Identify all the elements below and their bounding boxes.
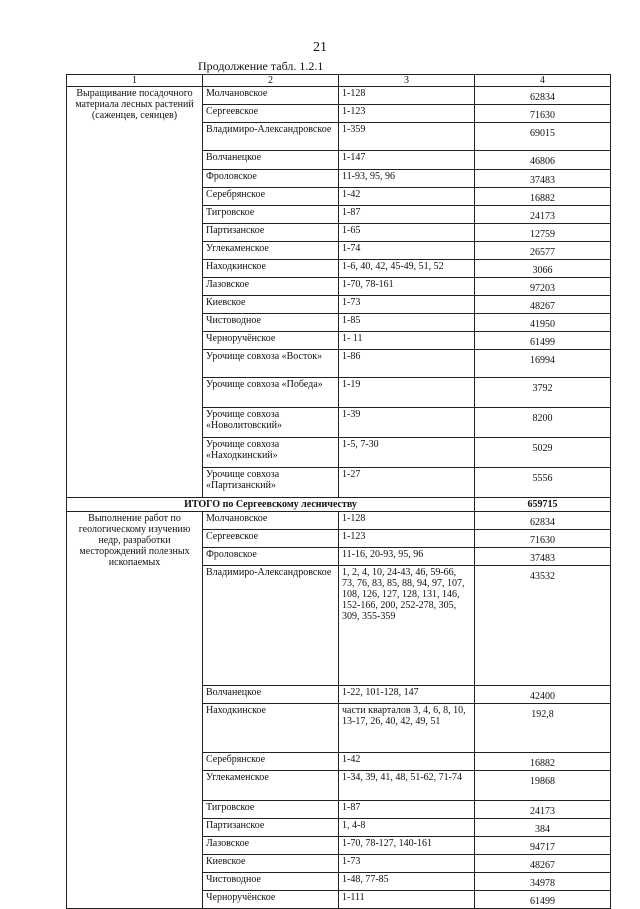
total-row [67, 498, 611, 512]
column-header-3: 3 [339, 75, 475, 87]
district-name: Серебрянское [203, 188, 339, 206]
quarters-cell: 11-93, 95, 96 [339, 170, 475, 188]
area-cell: 24173 [475, 206, 611, 224]
area-cell: 69015 [475, 123, 611, 151]
area-cell: 71630 [475, 530, 611, 548]
district-name: Сергеевское [203, 530, 339, 548]
quarters-cell: 1-87 [339, 801, 475, 819]
table-row [67, 512, 611, 530]
district-name: Чистоводное [203, 873, 339, 891]
area-cell: 48267 [475, 855, 611, 873]
forestry-table [66, 74, 611, 909]
area-cell: 43532 [475, 566, 611, 686]
quarters-cell: 1, 2, 4, 10, 24-43, 46, 59-66, 73, 76, 83, 85, 88, 94, 97, 107, 108, 126, 127, 128, 131, 146, 152-166, 200, 252-278, 305, 309, 355-359 [339, 566, 475, 686]
area-cell: 3066 [475, 260, 611, 278]
quarters-cell: 1-128 [339, 512, 475, 530]
section2-title: Выполнение работ по геологическому изучению недр, разработки месторождений полезных ископаемых [67, 512, 203, 909]
district-name: Углекаменское [203, 242, 339, 260]
quarters-cell: части кварталов 3, 4, 6, 8, 10, 13-17, 26, 40, 42, 49, 51 [339, 704, 475, 753]
area-cell: 97203 [475, 278, 611, 296]
district-name: Лазовское [203, 278, 339, 296]
quarters-cell: 1, 4-8 [339, 819, 475, 837]
district-name: Находкинское [203, 704, 339, 753]
quarters-cell: 1-42 [339, 753, 475, 771]
area-cell: 71630 [475, 105, 611, 123]
area-cell: 16882 [475, 188, 611, 206]
district-name: Урочище совхоза «Партизанский» [203, 468, 339, 498]
quarters-cell: 1-123 [339, 105, 475, 123]
district-name: Волчанецкое [203, 686, 339, 704]
district-name: Сергеевское [203, 105, 339, 123]
area-cell: 61499 [475, 332, 611, 350]
area-cell: 62834 [475, 87, 611, 105]
quarters-cell: 1- 11 [339, 332, 475, 350]
district-name: Киевское [203, 296, 339, 314]
area-cell: 5029 [475, 438, 611, 468]
district-name: Киевское [203, 855, 339, 873]
district-name: Серебрянское [203, 753, 339, 771]
district-name: Черноручёнское [203, 332, 339, 350]
quarters-cell: 1-74 [339, 242, 475, 260]
quarters-cell: 1-73 [339, 296, 475, 314]
district-name: Урочище совхоза «Находкинский» [203, 438, 339, 468]
section1-title: Выращивание посадочного материала лесных растений (саженцев, сеянцев) [67, 87, 203, 498]
district-name: Тигровское [203, 801, 339, 819]
area-cell: 94717 [475, 837, 611, 855]
area-cell: 192,8 [475, 704, 611, 753]
area-cell: 3792 [475, 378, 611, 408]
district-name: Углекаменское [203, 771, 339, 801]
quarters-cell: 1-359 [339, 123, 475, 151]
quarters-cell: 1-5, 7-30 [339, 438, 475, 468]
district-name: Черноручёнское [203, 891, 339, 909]
area-cell: 61499 [475, 891, 611, 909]
total-label: ИТОГО по Сергеевскому лесничеству [67, 498, 475, 512]
table-row [67, 87, 611, 105]
district-name: Молчановское [203, 87, 339, 105]
area-cell: 19868 [475, 771, 611, 801]
quarters-cell: 1-65 [339, 224, 475, 242]
column-header-4: 4 [475, 75, 611, 87]
quarters-cell: 1-48, 77-85 [339, 873, 475, 891]
quarters-cell: 1-39 [339, 408, 475, 438]
quarters-cell: 1-73 [339, 855, 475, 873]
quarters-cell: 1-128 [339, 87, 475, 105]
area-cell: 37483 [475, 170, 611, 188]
area-cell: 26577 [475, 242, 611, 260]
area-cell: 41950 [475, 314, 611, 332]
area-cell: 384 [475, 819, 611, 837]
column-header-1: 1 [67, 75, 203, 87]
area-cell: 34978 [475, 873, 611, 891]
district-name: Урочище совхоза «Восток» [203, 350, 339, 378]
quarters-cell: 1-6, 40, 42, 45-49, 51, 52 [339, 260, 475, 278]
area-cell: 8200 [475, 408, 611, 438]
quarters-cell: 1-70, 78-127, 140-161 [339, 837, 475, 855]
quarters-cell: 1-111 [339, 891, 475, 909]
district-name: Чистоводное [203, 314, 339, 332]
district-name: Владимиро-Александровское [203, 123, 339, 151]
area-cell: 46806 [475, 151, 611, 170]
total-value: 659715 [475, 498, 611, 512]
district-name: Молчановское [203, 512, 339, 530]
quarters-cell: 1-147 [339, 151, 475, 170]
district-name: Партизанское [203, 224, 339, 242]
area-cell: 5556 [475, 468, 611, 498]
quarters-cell: 1-70, 78-161 [339, 278, 475, 296]
page-number: 21 [313, 40, 327, 55]
area-cell: 24173 [475, 801, 611, 819]
area-cell: 37483 [475, 548, 611, 566]
area-cell: 62834 [475, 512, 611, 530]
district-name: Лазовское [203, 837, 339, 855]
district-name: Фроловское [203, 170, 339, 188]
area-cell: 42400 [475, 686, 611, 704]
quarters-cell: 1-19 [339, 378, 475, 408]
district-name: Тигровское [203, 206, 339, 224]
quarters-cell: 1-42 [339, 188, 475, 206]
quarters-cell: 11-16, 20-93, 95, 96 [339, 548, 475, 566]
district-name: Находкинское [203, 260, 339, 278]
district-name: Владимиро-Александровское [203, 566, 339, 686]
quarters-cell: 1-87 [339, 206, 475, 224]
quarters-cell: 1-123 [339, 530, 475, 548]
table-caption: Продолжение табл. 1.2.1 [198, 59, 324, 73]
header-row [67, 75, 611, 87]
area-cell: 48267 [475, 296, 611, 314]
district-name: Партизанское [203, 819, 339, 837]
area-cell: 12759 [475, 224, 611, 242]
district-name: Урочище совхоза «Победа» [203, 378, 339, 408]
quarters-cell: 1-34, 39, 41, 48, 51-62, 71-74 [339, 771, 475, 801]
quarters-cell: 1-86 [339, 350, 475, 378]
district-name: Фроловское [203, 548, 339, 566]
column-header-2: 2 [203, 75, 339, 87]
district-name: Волчанецкое [203, 151, 339, 170]
quarters-cell: 1-22, 101-128, 147 [339, 686, 475, 704]
district-name: Урочище совхоза «Новолитовский» [203, 408, 339, 438]
quarters-cell: 1-27 [339, 468, 475, 498]
quarters-cell: 1-85 [339, 314, 475, 332]
area-cell: 16882 [475, 753, 611, 771]
area-cell: 16994 [475, 350, 611, 378]
